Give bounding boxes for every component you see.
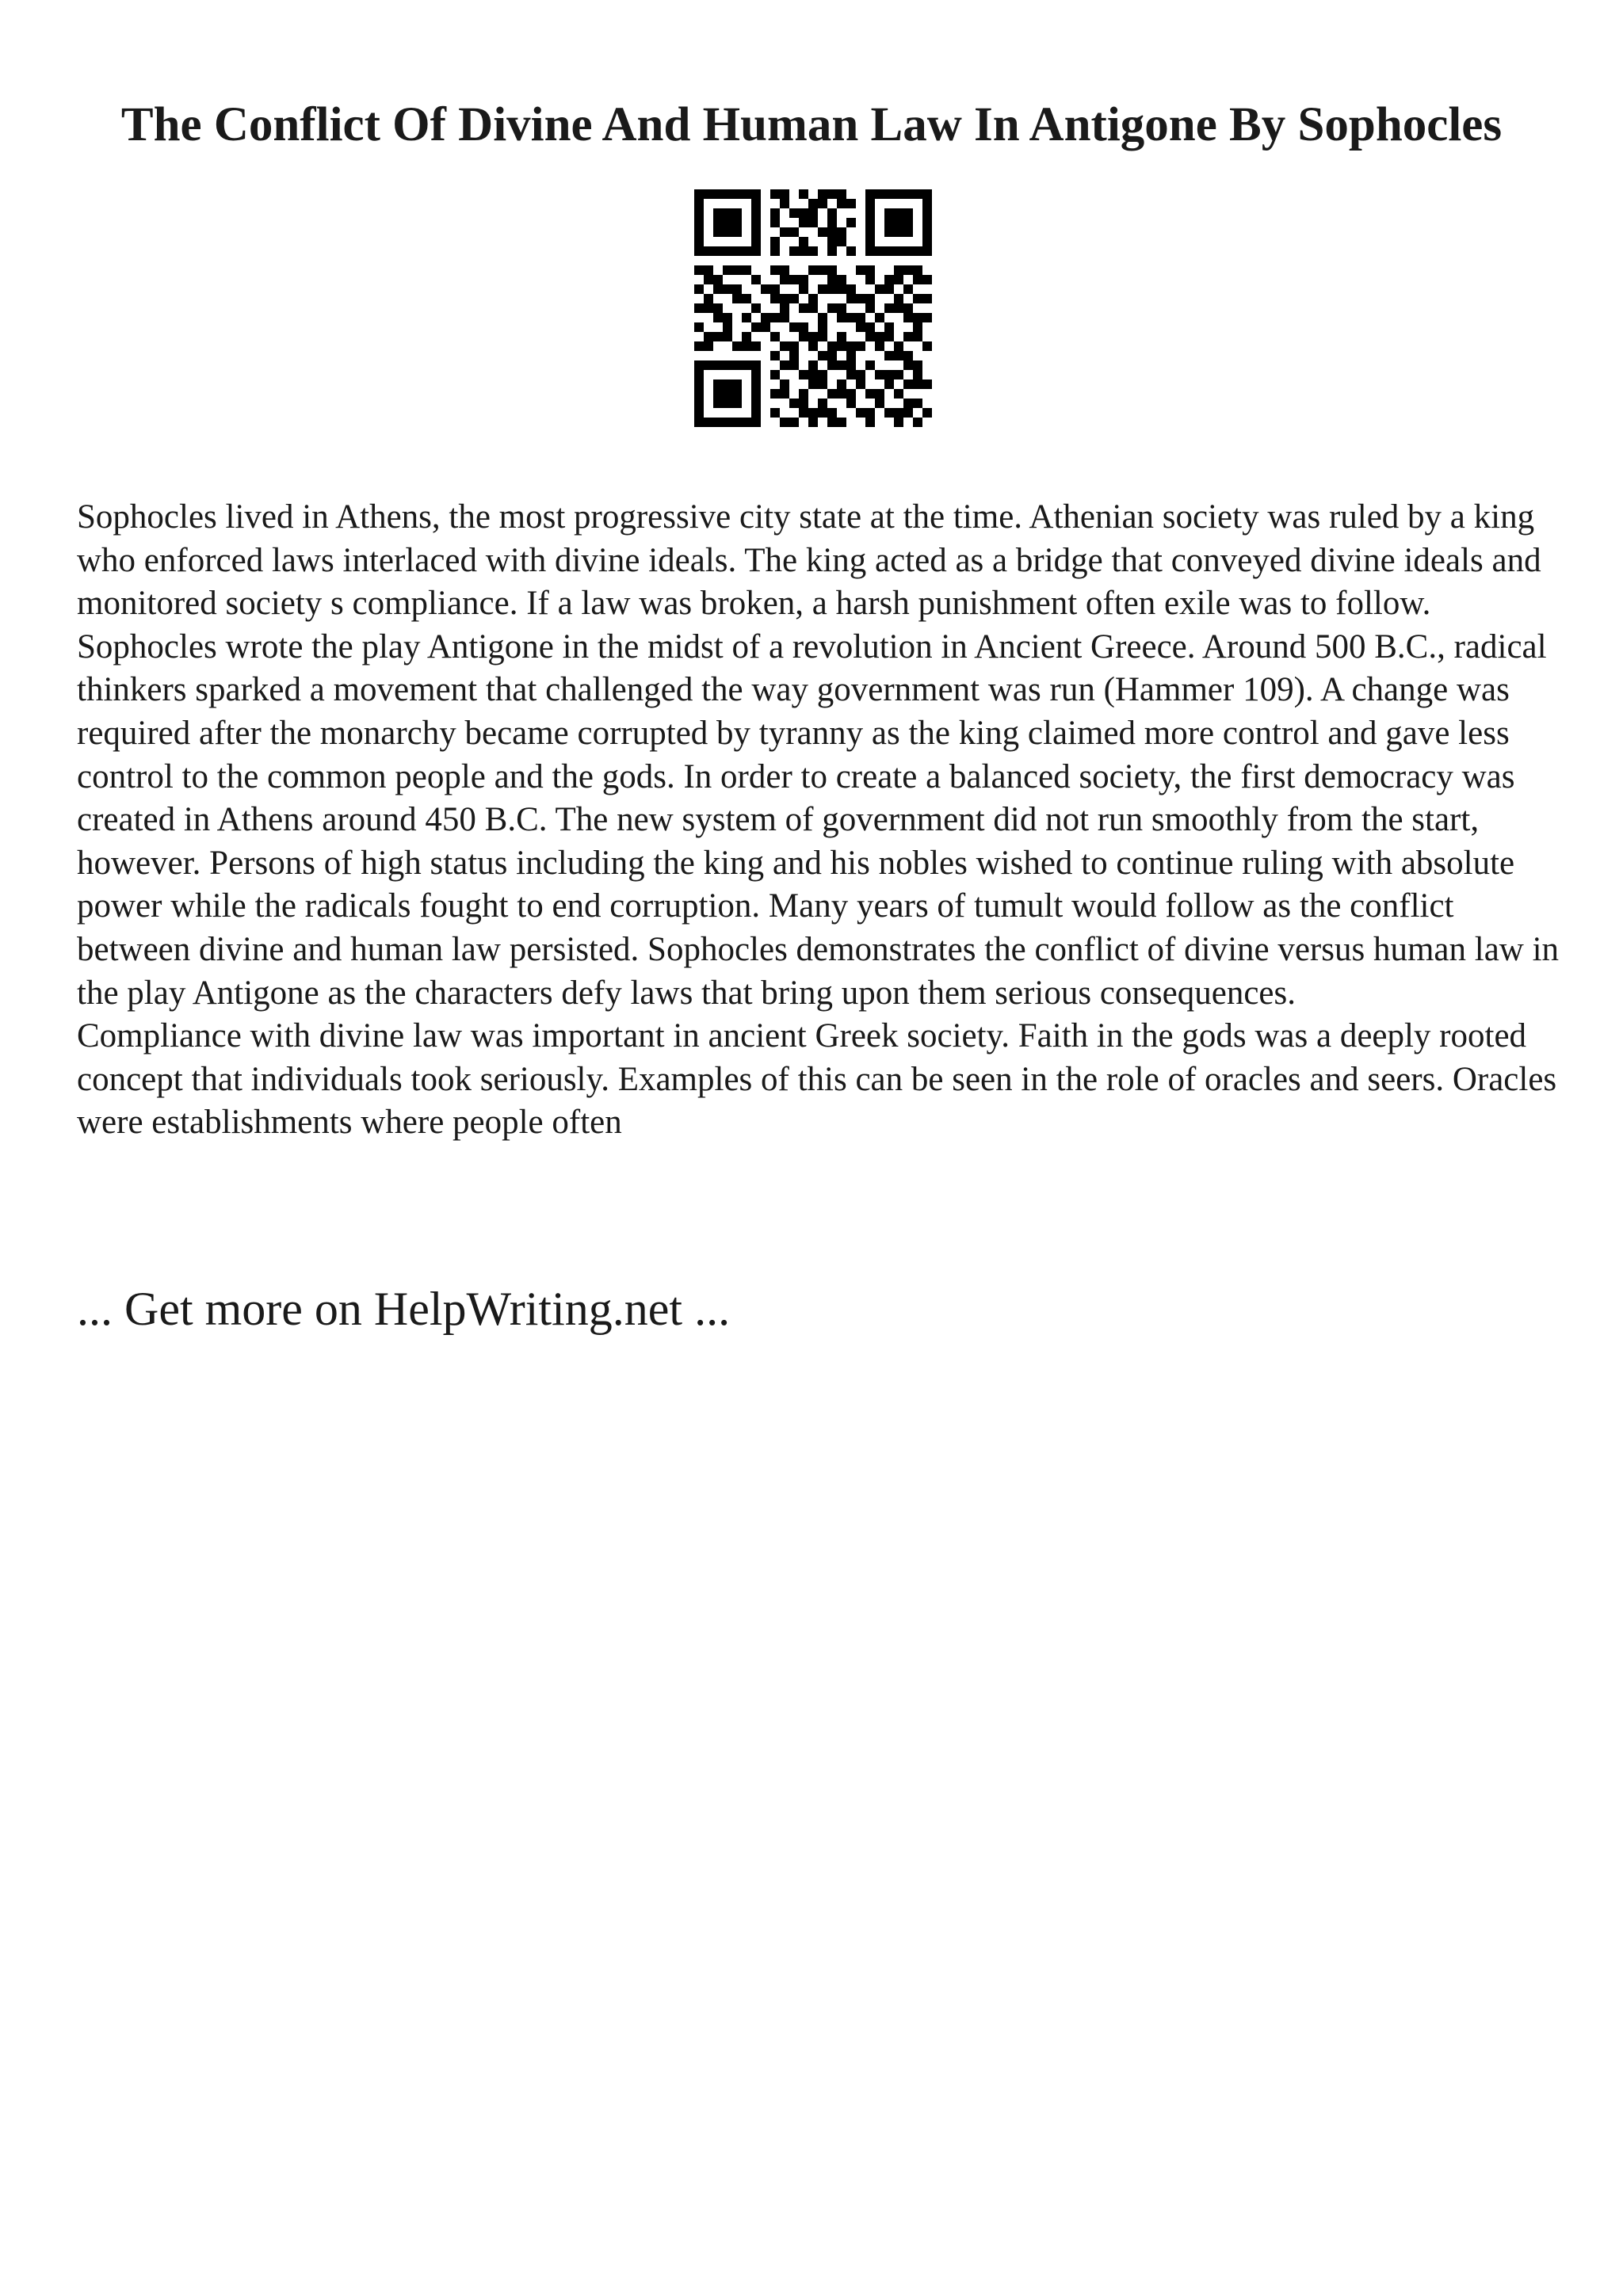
more-link[interactable]: ... Get more on HelpWriting.net ... [77, 1283, 731, 1335]
page-title: The Conflict Of Divine And Human Law In Antigone By Sophocles [120, 98, 1503, 151]
paragraph-1: Sophocles lived in Athens, the most progressive city state at the time. Athenian society was ruled by a king who enforced laws interlaced with divine ideals. The king acted as a bridge that conveyed divine ideals and monitored society s compliance. If a law was broken, a harsh punishment often exile was to follow. Sophocles wrote the play Antigone in the midst of a revolution in Ancient Greece. Around 500 B.C., radical thinkers sparked a movement that challenged the way government was run (Hammer 109). A change was required after the monarchy became corrupted by tyranny as the king claimed more control and gave less control to the common people and the gods. In order to create a balanced society, the first democracy was created in Athens around 450 B.C. The new system of government did not run smoothly from the start, however. Persons of high status including the king and his nobles wished to continue ruling with absolute power while the radicals fought to end corruption. Many years of tumult would follow as the conflict between divine and human law persisted. Sophocles demonstrates the conflict of divine versus human law in the play Antigone as the characters defy laws that bring upon them serious consequences. [77, 498, 1560, 1012]
paragraph-2: Compliance with divine law was important in ancient Greek society. Faith in the gods was a deeply rooted concept that individuals took seriously. Examples of this can be seen in the role of oracles and seers. Oracles were establishments where people often [77, 1017, 1557, 1142]
qr-code-icon [694, 189, 932, 428]
body-text [77, 496, 1567, 1145]
